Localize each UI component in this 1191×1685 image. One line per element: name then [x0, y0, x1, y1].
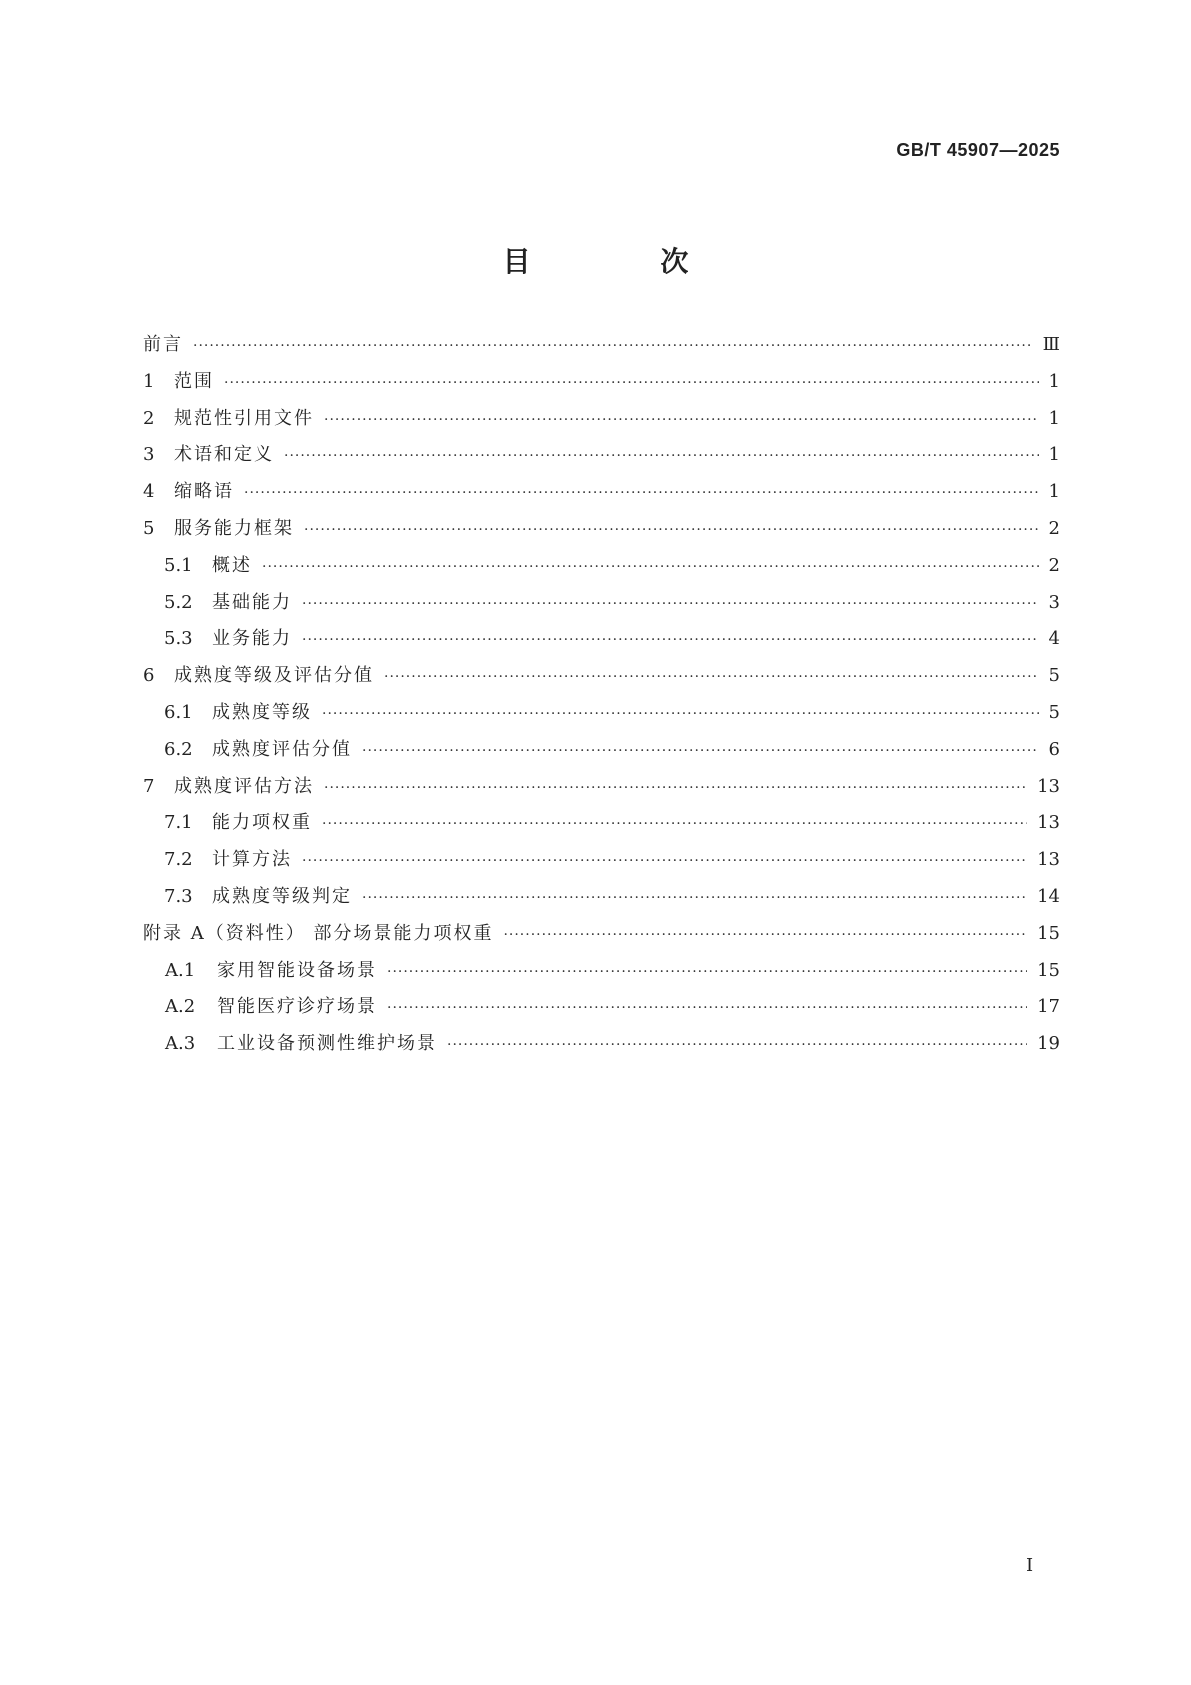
- dot-leader: [503, 923, 1027, 947]
- dot-leader: [302, 849, 1027, 873]
- toc-entry-number: 3: [143, 444, 155, 466]
- toc-entry-6-1[interactable]: [143, 701, 1060, 738]
- toc-entry-5[interactable]: [143, 517, 1060, 554]
- toc-entry-page: 1: [1048, 481, 1060, 503]
- dot-leader: [302, 592, 1039, 616]
- toc-entry-title: 服务能力框架: [174, 517, 294, 539]
- toc-entry-title: 前言: [143, 334, 183, 355]
- toc-entry-number: 7.1: [164, 812, 193, 834]
- toc-entry-page: 13: [1037, 812, 1060, 834]
- toc-entry-number: 4: [143, 481, 155, 503]
- dot-leader: [304, 518, 1039, 542]
- toc-entry-number: A.2: [165, 996, 196, 1018]
- toc-entry-title: 附录 A（资料性） 部分场景能力项权重: [143, 922, 494, 944]
- toc-entry-page: 5: [1048, 701, 1060, 723]
- toc-entry-page: 1: [1048, 370, 1060, 392]
- toc-entry-title: 基础能力: [212, 591, 292, 613]
- dot-leader: [387, 996, 1027, 1020]
- dot-leader: [362, 739, 1039, 763]
- toc-entry-number: A.1: [165, 959, 196, 981]
- toc-entry-page: 17: [1037, 996, 1060, 1018]
- toc-entry-page: 14: [1037, 885, 1060, 907]
- toc-entry-page: 6: [1048, 738, 1060, 760]
- toc-entry-a-3[interactable]: [143, 1032, 1060, 1069]
- toc-entry-number: 5.2: [164, 591, 193, 613]
- toc-entry-title: 智能医疗诊疗场景: [217, 996, 377, 1018]
- toc-entry-6[interactable]: [143, 664, 1060, 701]
- toc-entry-page: 13: [1037, 775, 1060, 797]
- toc-entry-annex-a[interactable]: [143, 922, 1060, 959]
- toc-entry-page: Ⅲ: [1042, 334, 1060, 355]
- toc-entry-number: 1: [143, 370, 155, 392]
- toc-entry-title: 工业设备预测性维护场景: [217, 1033, 437, 1055]
- page-number: Ⅰ: [1026, 1555, 1034, 1576]
- toc-entry-5-1[interactable]: [143, 554, 1060, 591]
- toc-entry-page: 1: [1048, 407, 1060, 429]
- toc-entry-3[interactable]: [143, 443, 1060, 480]
- toc-entry-7-2[interactable]: [143, 848, 1060, 885]
- toc-entry-number: 7.3: [164, 885, 193, 907]
- toc-entry-title: 成熟度等级判定: [212, 885, 352, 907]
- dot-leader: [262, 555, 1039, 579]
- page-title: 目 次: [502, 245, 749, 278]
- toc-entry-number: 6.2: [164, 738, 193, 760]
- toc-entry-title: 术语和定义: [174, 444, 274, 466]
- toc-entry-number: 2: [143, 407, 155, 429]
- toc-entry-5-2[interactable]: [143, 591, 1060, 628]
- toc-entry-title: 业务能力: [212, 628, 292, 650]
- toc-entry-number: A.3: [165, 1033, 196, 1055]
- dot-leader: [193, 334, 1033, 358]
- toc-entry-page: 3: [1048, 591, 1060, 613]
- toc-entry-number: 6: [143, 665, 155, 687]
- toc-entry-1[interactable]: [143, 370, 1060, 407]
- toc-entry-title: 成熟度评估分值: [212, 738, 352, 760]
- toc-entry-title: 家用智能设备场景: [217, 959, 377, 981]
- toc-entry-page: 2: [1048, 517, 1060, 539]
- dot-leader: [362, 886, 1027, 910]
- table-of-contents: [143, 333, 1060, 1069]
- dot-leader: [384, 665, 1039, 689]
- toc-entry-page: 15: [1037, 959, 1060, 981]
- toc-entry-title: 计算方法: [212, 849, 292, 871]
- dot-leader: [244, 481, 1039, 505]
- toc-entry-title: 成熟度等级及评估分值: [174, 665, 374, 687]
- dot-leader: [324, 408, 1039, 432]
- toc-entry-a-1[interactable]: [143, 959, 1060, 996]
- toc-entry-title: 成熟度等级: [212, 701, 312, 723]
- toc-entry-number: 5.3: [164, 628, 193, 650]
- toc-entry-7-3[interactable]: [143, 885, 1060, 922]
- toc-entry-title: 规范性引用文件: [174, 407, 314, 429]
- standard-code: GB/T 45907—2025: [896, 140, 1060, 160]
- toc-entry-page: 15: [1037, 922, 1060, 944]
- toc-entry-title: 成熟度评估方法: [174, 775, 314, 797]
- toc-entry-6-2[interactable]: [143, 738, 1060, 775]
- dot-leader: [322, 812, 1027, 836]
- toc-entry-title: 范围: [174, 370, 214, 392]
- dot-leader: [224, 371, 1039, 395]
- toc-entry-number: 6.1: [164, 701, 193, 723]
- dot-leader: [387, 960, 1027, 984]
- toc-entry-number: 5.1: [164, 554, 193, 576]
- toc-entry-4[interactable]: [143, 480, 1060, 517]
- toc-entry-number: 7.2: [164, 849, 193, 871]
- toc-entry-page: 5: [1048, 665, 1060, 687]
- dot-leader: [322, 702, 1039, 726]
- dot-leader: [302, 628, 1039, 652]
- toc-entry-page: 13: [1037, 849, 1060, 871]
- dot-leader: [284, 444, 1039, 468]
- toc-entry-page: 19: [1037, 1033, 1060, 1055]
- toc-entry-foreword[interactable]: [143, 333, 1060, 370]
- toc-entry-7-1[interactable]: [143, 811, 1060, 848]
- toc-entry-5-3[interactable]: [143, 627, 1060, 664]
- toc-entry-title: 概述: [212, 554, 252, 576]
- toc-entry-2[interactable]: [143, 407, 1060, 444]
- toc-entry-7[interactable]: [143, 775, 1060, 812]
- toc-entry-title: 能力项权重: [212, 812, 312, 834]
- dot-leader: [324, 776, 1027, 800]
- toc-entry-title: 缩略语: [174, 481, 234, 503]
- toc-entry-page: 4: [1048, 628, 1060, 650]
- toc-entry-page: 1: [1048, 444, 1060, 466]
- toc-entry-number: 7: [143, 775, 155, 797]
- toc-entry-page: 2: [1048, 554, 1060, 576]
- toc-entry-a-2[interactable]: [143, 995, 1060, 1032]
- toc-entry-number: 5: [143, 517, 155, 539]
- dot-leader: [447, 1033, 1027, 1057]
